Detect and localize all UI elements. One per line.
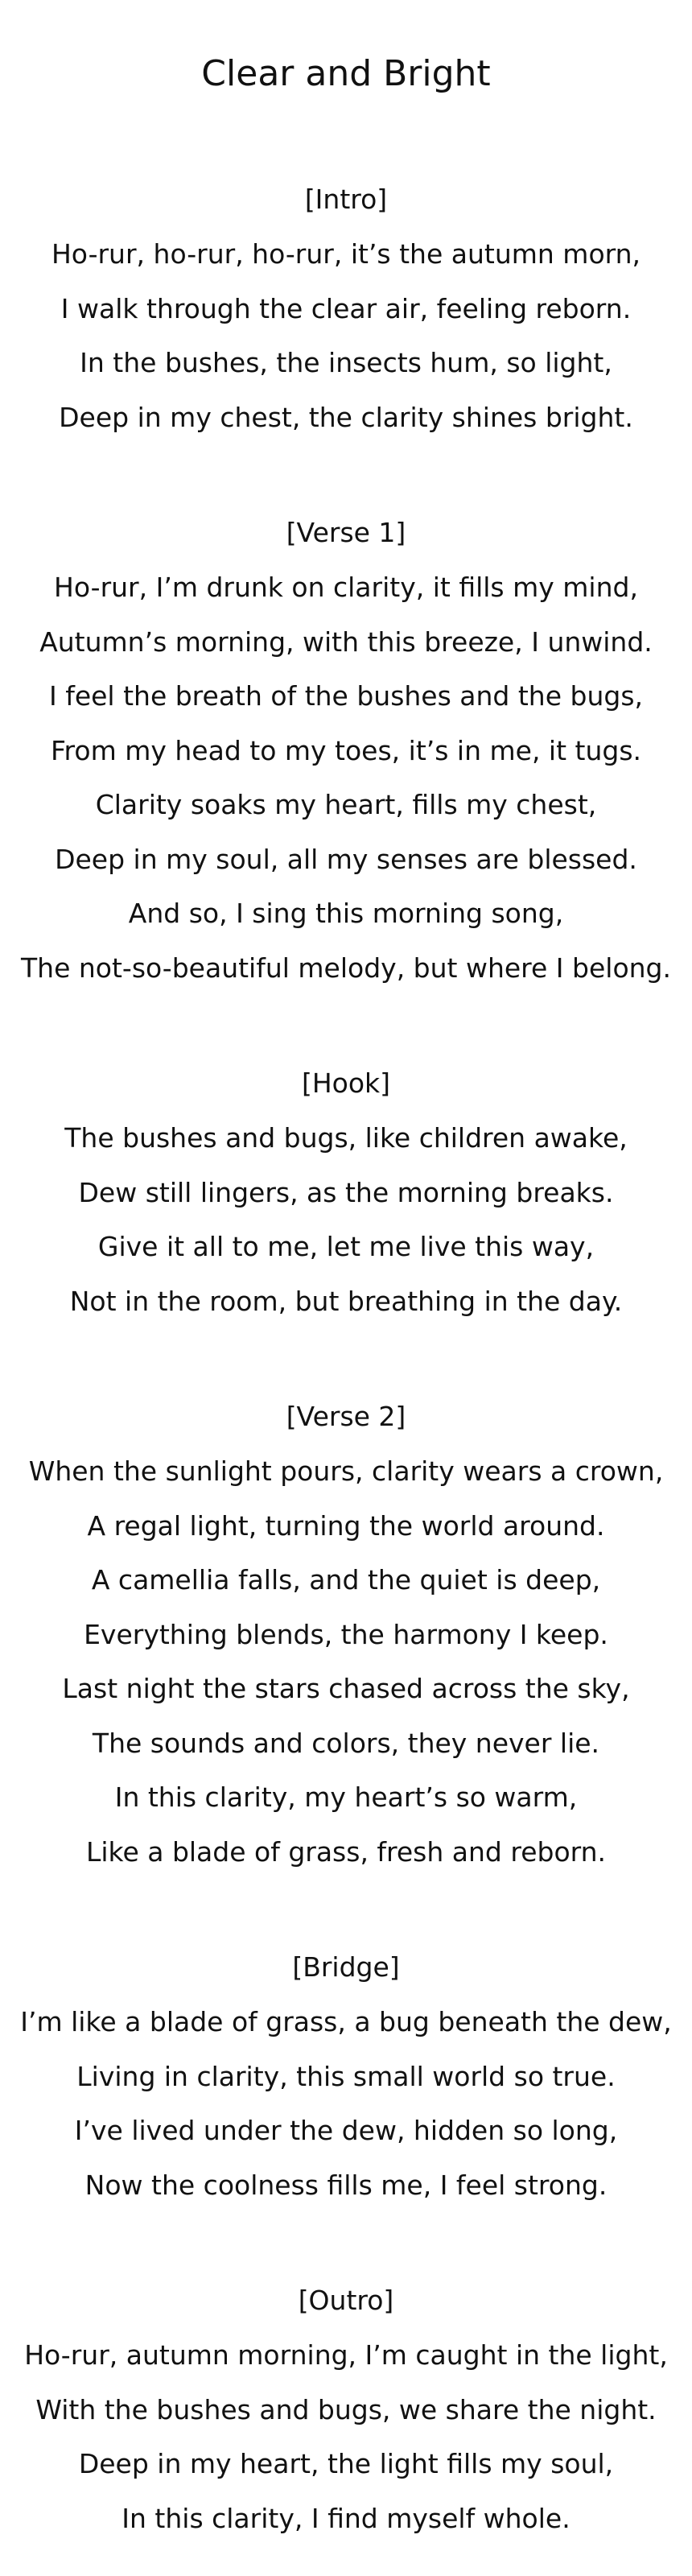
lyric-line: Deep in my chest, the clarity shines bright. bbox=[59, 401, 633, 433]
lyric-line: I’ve lived under the dew, hidden so long, bbox=[74, 2115, 618, 2146]
lyric-line: Deep in my heart, the light fills my soul, bbox=[78, 2448, 614, 2479]
lyric-line: Autumn’s morning, with this breeze, I unwind. bbox=[39, 625, 653, 658]
lyric-line: Now the coolness fills me, I feel strong. bbox=[84, 2169, 608, 2201]
lyric-line: I’m like a blade of grass, a bug beneath the dew, bbox=[20, 2006, 672, 2037]
lyric-line: With the bushes and bugs, we share the night. bbox=[35, 2393, 657, 2425]
lyric-line: From my head to my toes, it’s in me, it tugs. bbox=[50, 734, 642, 766]
lyric-line: Not in the room, but breathing in the day. bbox=[69, 1285, 623, 1317]
section-label: [Intro] bbox=[304, 184, 388, 215]
lyric-line: A regal light, turning the world around. bbox=[87, 1509, 605, 1542]
section-label: [Bridge] bbox=[292, 1951, 400, 1983]
section-label: [Hook] bbox=[301, 1067, 391, 1099]
lyrics-section bbox=[0, 172, 692, 444]
lyric-line: I feel the breath of the bushes and the bugs, bbox=[48, 680, 644, 712]
lyric-line: And so, I sing this morning song, bbox=[128, 898, 564, 929]
lyric-line: In the bushes, the insects hum, so light, bbox=[80, 347, 612, 378]
lyric-line: Last night the stars chased across the sky, bbox=[62, 1673, 630, 1704]
lyric-line: I walk through the clear air, feeling reborn. bbox=[60, 292, 632, 324]
lyric-line: In this clarity, my heart’s so warm, bbox=[114, 1781, 578, 1813]
lyrics-body bbox=[0, 172, 692, 2545]
lyric-line: When the sunlight pours, clarity wears a crown, bbox=[28, 1455, 664, 1487]
lyric-line: A camellia falls, and the quiet is deep, bbox=[91, 1564, 601, 1596]
lyric-line: Give it all to me, let me live this way, bbox=[97, 1231, 595, 1262]
section-label: [Outro] bbox=[298, 2285, 394, 2316]
lyric-line: Ho-rur, ho-rur, ho-rur, it’s the autumn morn, bbox=[51, 238, 641, 270]
lyric-line: In this clarity, I find myself whole. bbox=[122, 2502, 570, 2534]
lyric-line: Ho-rur, I’m drunk on clarity, it fills my mind, bbox=[54, 572, 638, 603]
section-label: [Verse 1] bbox=[286, 517, 406, 548]
lyrics-section bbox=[0, 1940, 692, 2212]
lyrics-section bbox=[0, 1056, 692, 1328]
lyric-line: Ho-rur, autumn morning, I’m caught in the light, bbox=[24, 2339, 668, 2371]
lyric-line: Deep in my soul, all my senses are blessed. bbox=[55, 843, 637, 875]
lyric-line: Living in clarity, this small world so true. bbox=[76, 2060, 616, 2092]
lyric-line: Like a blade of grass, fresh and reborn. bbox=[85, 1835, 607, 1868]
lyric-line: The not-so-beautiful melody, but where I belong. bbox=[21, 952, 671, 984]
section-label: [Verse 2] bbox=[286, 1401, 406, 1432]
lyric-line: Dew still lingers, as the morning breaks. bbox=[78, 1176, 614, 1208]
lyric-line: Everything blends, the harmony I keep. bbox=[84, 1618, 608, 1650]
lyrics-section bbox=[0, 1389, 692, 1879]
lyrics-section bbox=[0, 506, 692, 995]
lyric-line: The sounds and colors, they never lie. bbox=[92, 1727, 600, 1759]
lyrics-section bbox=[0, 2273, 692, 2545]
lyric-line: The bushes and bugs, like children awake, bbox=[64, 1122, 628, 1154]
song-title: Clear and Bright bbox=[201, 53, 491, 94]
lyric-line: Clarity soaks my heart, fills my chest, bbox=[95, 789, 597, 820]
